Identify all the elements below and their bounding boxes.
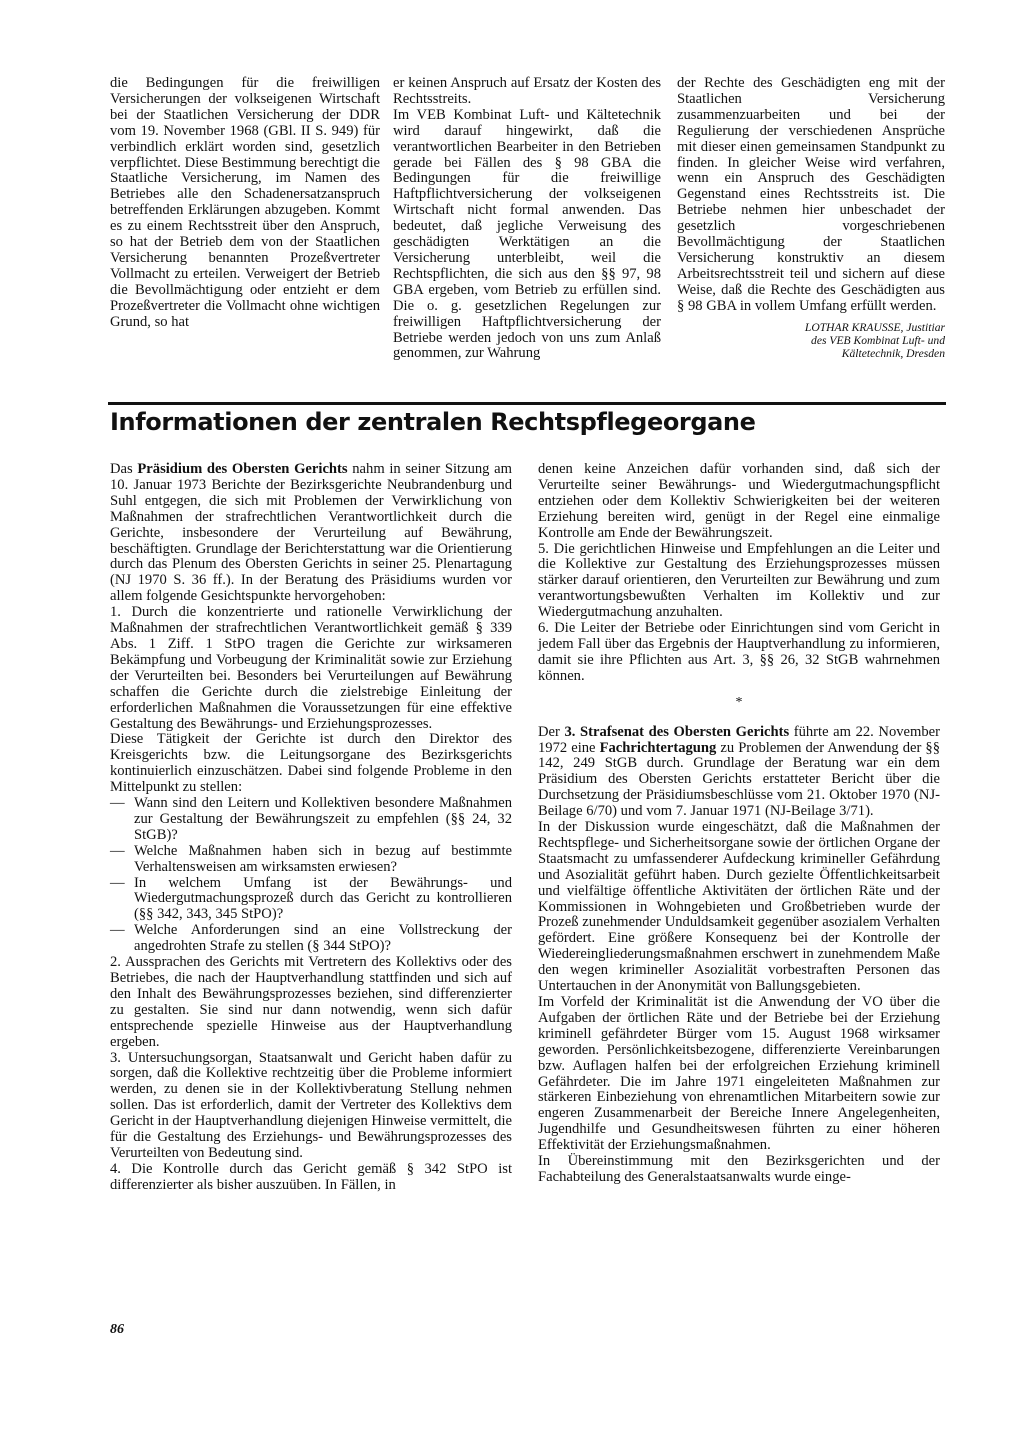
- paragraph: die Bedingungen für die freiwilligen Versicherungen der volkseigenen Wirtschaft bei der Staatlichen Versicherung der DDR vom 19. November 1968 (GBl. II S. 949) für verbindlich erklärt worden sind, gesetzlich verpflichtet. Diese Bestimmung berechtigt die Staatliche Versicherung, im Namen des Betriebes alle den Schadenersatzanspruch betreffenden Erklärungen abzugeben. Kommt es zu einem Rechtsstreit über den Anspruch, so hat der Betrieb dem von der Staatlichen Versicherung benannten Prozeßvertreter Vollmacht zu erteilen. Verweigert der Betrieb die Bevollmächtigung oder entzieht er dem Prozeßvertreter die Vollmacht ohne wichtigen Grund, so hat: [110, 75, 380, 330]
- paragraph: In Übereinstimmung mit den Bezirksgerichten und der Fachabteilung des Generalstaatsanwalts wurde einge-: [538, 1153, 940, 1185]
- question-list: [110, 796, 512, 955]
- page-number: 86: [110, 1322, 124, 1337]
- top-column-1: [110, 76, 380, 331]
- paragraph: 5. Die gerichtlichen Hinweise und Empfehlungen an die Leiter und die Kollektive zur Gestaltung des Erziehungsprozesses müssen stärker darauf orientieren, den Verurteilten zur Bewährung und zum verantwortungsbewußten Verhalten im Kollektiv und zur Wiedergutmachung anzuhalten.: [538, 540, 940, 621]
- text-span: führte am 22. November 1972 eine: [538, 723, 941, 756]
- text-span: zu Problemen der Anwendung der §§ 142, 249 StGB durch. Grundlage der Beratung war ein dem Präsidium des Obersten Gerichts erstatteter Bericht über die Durchsetzung der Präsidiumsbeschlüsse vom 21. Oktober 1970 (NJ-Beilage 6/70) und vom 7. Januar 1971 (NJ-Beilage 3/71).: [538, 739, 940, 820]
- paragraph: denen keine Anzeichen dafür vorhanden sind, daß sich der Verurteilte seiner Bewährungs- und Wiedergutmachungspflicht entziehen oder dem Kollektiv Schwierigkeiten bei der weiteren Erziehung bereiten wird, genügt in der Regel eine einmalige Kontrolle am Ende der Bewährungszeit.: [538, 461, 940, 541]
- top-column-3: [677, 76, 945, 360]
- paragraph: 4. Die Kontrolle durch das Gericht gemäß § 342 StPO ist differenzierter als bisher auszuüben. In Fällen, in: [110, 1160, 512, 1193]
- list-item-text: Welche Maßnahmen haben sich in bezug auf bestimmte Verhaltensweisen am wirksamsten erwiesen?: [134, 842, 512, 875]
- paragraph: 2. Aussprachen des Gerichts mit Vertretern des Kollektivs oder des Betriebes, die nach der Hauptverhandlung stattfinden und sich auf den Inhalt des Bewährungsprozesses beziehen, sind differenzierter zu gestalten. Sie sind nur dann notwendig, wenn sich dafür entsprechende spezielle Hinweise aus der Hauptverhandlung ergeben.: [110, 954, 512, 1050]
- paragraph: [538, 725, 940, 820]
- list-item-text: Welche Anforderungen sind an eine Vollstreckung der angedrohten Strafe zu stellen (§ 344 StPO)?: [134, 922, 512, 955]
- paragraph: 3. Untersuchungsorgan, Staatsanwalt und Gericht haben dafür zu sorgen, daß die Kollektive rechtzeitig über die Probleme informiert werden, zu denen sie in der Kollektivberatung Stellung nehmen sollen. Das ist erforderlich, damit der Vertreter des Kollektivs dem Gericht in der Hauptverhandlung diejenigen Hinweise vermittelt, die für die Gestaltung des Erziehungs- und Bewährungsprozesses des Verurteilten von Bedeutung sind.: [110, 1049, 513, 1161]
- list-item: [110, 844, 512, 876]
- section-separator: *: [735, 694, 743, 710]
- paragraph: 6. Die Leiter der Betriebe oder Einrichtungen sind vom Gericht in jedem Fall über das Ergebnis der Hauptverhandlung zu informieren, damit sie ihre Pflichten aus Art. 3, §§ 26, 32 StGB wahrnehmen können.: [538, 620, 940, 684]
- bold-term: 3. Strafsenat des Obersten Gerichts: [564, 723, 790, 740]
- signature-line: des VEB Kombinat Luft- und: [811, 333, 945, 347]
- text-span: nahm in seiner Sitzung am 10. Januar 1973 Berichte der Bezirksgerichte Neubrandenburg und Suhl entgegen, die sich mit Problemen der Verwirklichung von Maßnahmen der strafrechtlichen Verantwortlichkeit durch die Gerichte, insbesondere der Verurteilung auf Bewährung, beschäftigten. Grundlage der Berichterstattung war die Orientierung durch das Plenum des Obersten Gerichts in seiner 25. Plenartagung (NJ 1970 S. 36 ff.). In der Beratung des Präsidiums wurden vor allem folgende Gesichtspunkte hervorgehoben:: [110, 461, 512, 605]
- top-column-2: [393, 76, 661, 362]
- bold-term: Präsidium des Obersten Gerichts: [137, 461, 348, 477]
- list-item-text: Wann sind den Leitern und Kollektiven besondere Maßnahmen zur Gestaltung der Bewährungszeit zu empfehlen (§§ 24, 32 StGB)?: [134, 795, 512, 843]
- paragraph: der Rechte des Geschädigten eng mit der Staatlichen Versicherung zusammenzuarbeiten und bei der Regulierung der verschiedenen Ansprüche mit dieser einen gemeinsamen Standpunkt zu finden. In gleicher Weise wird verfahren, wenn ein Anspruch des Geschädigten Gegenstand eines Rechtsstreits ist. Die Betriebe nehmen hier unbeschadet der gesetzlich vorgeschriebenen Bevollmächtigung der Staatlichen Versicherung konstruktiv an diesem Arbeitsrechtsstreit teil und sichern auf diese Weise, daß die Rechte des Geschädigten aus § 98 GBA in vollem Umfang erfüllt werden.: [677, 75, 945, 314]
- dash-marker: —: [110, 922, 125, 939]
- dash-marker: —: [110, 842, 125, 859]
- paragraph: [110, 462, 512, 605]
- bold-term: Fachrichtertagung: [599, 739, 717, 756]
- paragraph: Im VEB Kombinat Luft- und Kältetechnik wird darauf hingewirkt, daß die verantwortlichen Bearbeiter in den Betrieben gerade bei Fällen des § 98 GBA die Bedingungen für die freiwillige Haftpflichtversicherung der volkseigenen Wirtschaft nicht formal anwenden. Das bedeutet, daß jegliche Verweisung des geschädigten Werktätigen an die Versicherung unterbleibt, weil die Rechtspflichten, die sich aus den §§ 97, 98 GBA ergeben, vom Betrieb zu erfüllen sind. Die o. g. gesetzlichen Regelungen zur freiwilligen Haftpflichtversicherung der Betriebe werden jedoch von uns zum Anlaß genommen, zur Wahrung: [393, 106, 661, 362]
- paragraph: er keinen Anspruch auf Ersatz der Kosten des Rechtsstreits.: [393, 75, 661, 107]
- dash-marker: —: [110, 795, 125, 812]
- bottom-column-2: [538, 462, 940, 1186]
- text-span: Das: [110, 461, 138, 477]
- signature-line: Kältetechnik, Dresden: [841, 346, 945, 360]
- paragraph: In der Diskussion wurde eingeschätzt, daß die Maßnahmen der Rechtspflege- und Sicherheitsorgane sowie der örtlichen Organe der Staatsmacht zu umfassenderer Aufdeckung krimineller Gefährdung und Asozialität geführt haben. Durch gezielte Öffentlichkeitsarbeit und vielfältige öffentliche Aktivitäten der örtlichen Räte und der Kommissionen in Wohngebieten und Großbetrieben wurde der Prozeß zunehmender Unduldsamkeit gegenüber asozialem Verhalten gefördert. Eine größere Konsequenz bei der Kontrolle der Wiedereingliederungsmaßnahmen erschwert in zunehmendem Maße den wegen krimineller Asozialität vorbestraften Personen das Untertauchen in der Anonymität von Ballungsgebieten.: [538, 819, 940, 995]
- list-item: [110, 923, 512, 955]
- list-item: [110, 796, 512, 844]
- dash-marker: —: [110, 874, 125, 891]
- section-divider: [108, 402, 946, 405]
- paragraph: Diese Tätigkeit der Gerichte ist durch den Direktor des Kreisgerichts bzw. die Leitungsorgane des Bezirksgerichts kontinuierlich einzuschätzen. Dabei sind folgende Probleme in den Mittelpunkt zu stellen:: [110, 731, 512, 796]
- paragraph: 1. Durch die konzentrierte und rationelle Verwirklichung der Maßnahmen der strafrechtlichen Verantwortlichkeit gemäß § 339 Abs. 1 Ziff. 1 StPO tragen die Gerichte zur wirksameren Bekämpfung und Vorbeugung der Kriminalität sowie zur Erziehung der Verurteilten bei. Besonders bei Verurteilungen auf Bewährung schaffen die Gerichte durch die zielstrebige Einleitung der erforderlichen Maßnahmen die Voraussetzungen für eine effektive Gestaltung des Bewährungs- und Erziehungsprozesses.: [110, 604, 512, 732]
- bottom-column-1: [110, 462, 512, 1194]
- signature-line: LOTHAR KRAUSSE, Justitiar: [804, 320, 945, 334]
- text-span: Der: [538, 723, 565, 740]
- section-heading: Informationen der zentralen Rechtspflegeorgane: [110, 408, 756, 436]
- paragraph: Im Vorfeld der Kriminalität ist die Anwendung der VO über die Aufgaben der örtlichen Räte und der Betriebe bei der Erziehung kriminell gefährdeter Bürger vom 15. August 1968 wirksamer geworden. Persönlichkeitsbezogene, differenzierte Vereinbarungen bzw. Auflagen halfen bei der erfolgreichen Erziehung kriminell Gefährdeter. Die im Jahre 1971 eingeleiteten Maßnahmen zur stärkeren Einbeziehung von ehrenamtlichen Mitarbeitern sowie zur engeren Zusammenarbeit der Bereiche Innere Angelegenheiten, Jugendhilfe und Gesundheitswesen führten zu einer höheren Effektivität der Erziehungsmaßnahmen.: [538, 994, 940, 1154]
- list-item: [110, 876, 512, 924]
- author-signature: [677, 321, 945, 360]
- list-item-text: In welchem Umfang ist der Bewährungs- und Wiedergutmachungsprozeß durch das Gericht zu kontrollieren (§§ 342, 343, 345 StPO)?: [134, 874, 512, 923]
